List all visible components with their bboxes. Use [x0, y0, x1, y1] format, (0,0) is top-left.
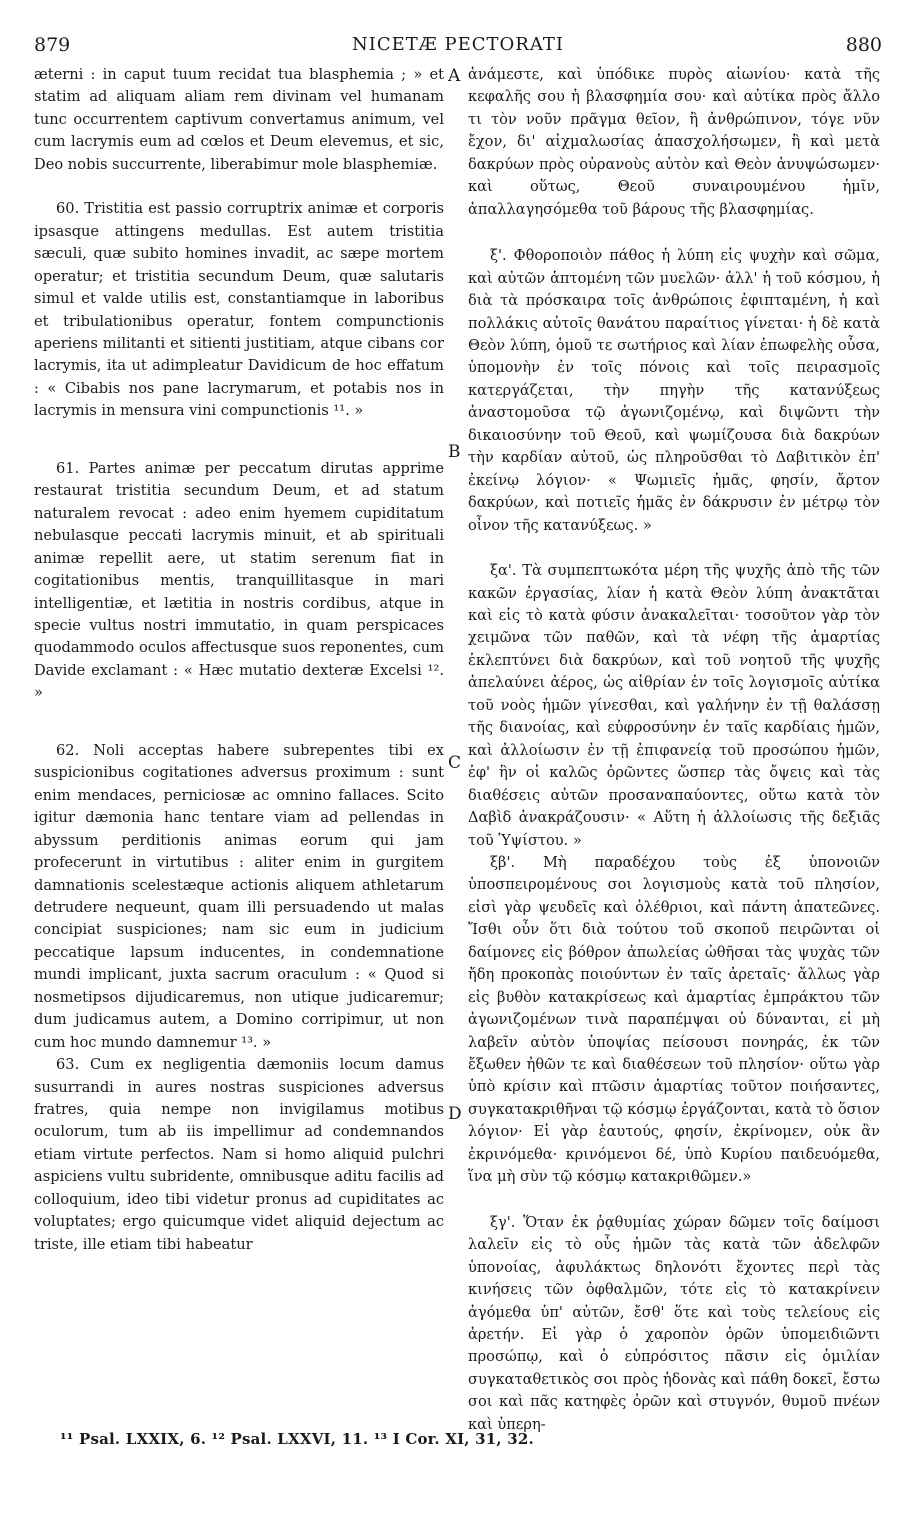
margin-marker-d: D [448, 1104, 462, 1124]
latin-paragraph-62: 62. Noli acceptas habere subrepentes tibi ex suspicionibus cogitationes adversus proximum : sunt enim mendaces, perniciosæ ac omnino fallaces. Scito igitur dæmonia hanc tentare viam ad pellendas in abyssum perditionis animas eorum qui jam profecerunt in virtutibus : aliter enim in gurgitem damnationis scelestæque actionis aliquem athletarum detrudere nequeunt, quam illi persuadendo ut malas concipiat suspiciones; nam sic eum in judicium peccatique lapsum inducentes, in condemnatione mundi implicant, juxta sacrum oraculum : « Quod si nosmetipsos dijudicaremus, non utique judicaremur; dum judicamus autem, a Domino corripimur, ut non cum hoc mundo damnemur ¹³. » [34, 741, 444, 1051]
greek-paragraph-63: ξγ'. Ὅταν ἐκ ῥᾳθυμίας χώραν δῶμεν τοῖς δαίμοσι λαλεῖν εἰς τὸ οὖς ἡμῶν τὰς κατὰ τῶν ἀδελφῶν ὑπονοίας, ἀφυλάκτως δηλονότι ἔχοντες περὶ τὰς κινήσεις τῶν ὀφθαλμῶν, τότε εἰς τὸ κατακρίνειν ἀγόμεθα ὑπ' αὐτῶν, ἔσθ' ὅτε καὶ τοὺς τελείους εἰς ἀρετήν. Εἰ γὰρ ὁ χαροπὸν ὁρῶν ὑπομειδιῶντι προσώπῳ, καὶ ὁ εὐπρόσιτος πᾶσιν εἰς ὁμιλίαν συγκαταθετικὸς σοι πρὸς ἡδονὰς καὶ πάθη δοκεῖ, ἔστω σοι καὶ πᾶς κατηφὲς ὁρῶν καὶ στυγνόν, θυμοῦ πνέων καὶ ὑπερη- [468, 1213, 880, 1433]
footnotes: ¹¹ Psal. LXXIX, 6. ¹² Psal. LXXVI, 11. ¹³ I Cor. XI, 31, 32. [60, 1430, 534, 1448]
latin-column [34, 64, 444, 1256]
page-number-left: 879 [34, 34, 71, 56]
latin-paragraph-60: 60. Tristitia est passio corruptrix animæ et corporis ipsasque attingens medullas. Est autem tristitia sæculi, quæ subito homines invadit, ac sæpe mortem operatur; et tristitia secundum Deum, quæ salutaris simul et valde utilis est, constantiamque in laboribus et tribulationibus operatur, fontem compunctionis aperiens militanti et sitienti justitiam, atque cibans cor lacrymis, ita ut adimpleatur Davidicum de hoc effatum : « Cibabis nos pane lacrymarum, et potabis nos in lacrymis in mensura vini compunctionis ¹¹. » [34, 200, 444, 420]
greek-paragraph-60: ξ'. Φθοροποιὸν πάθος ἡ λύπη εἰς ψυχὴν καὶ σῶμα, καὶ αὐτῶν ἁπτομένη τῶν μυελῶν· ἀλλ' ἡ τοῦ κόσμου, ἡ διὰ τὰ πρόσκαιρα τοῖς ἀνθρώποις ἐφιπταμένη, ἡ καὶ πολλάκις αὐτοῖς θανάτου παραίτιος γίνεται· ἡ δὲ κατὰ Θεὸν λύπη, ὁμοῦ τε σωτήριος καὶ λίαν ἐπωφελὴς οὖσα, ὑπομονὴν ἐν τοῖς πόνοις καὶ τοῖς πειρασμοῖς κατεργάζεται, τὴν πηγὴν τῆς κατανύξεως ἀναστομοῦσα τῷ ἀγωνιζομένῳ, καὶ διψῶντι τὴν δικαιοσύνην τοῦ Θεοῦ, καὶ ψωμίζουσα διὰ δακρύων τὴν καρδίαν αὐτοῦ, ὡς πληροῦσθαι τὸ Δαβιτικὸν ἐπ' ἐκείνῳ λόγιον· « Ψωμιεῖς ἡμᾶς, φησίν, ἄρτον δακρύων, καὶ ποτιεῖς ἡμᾶς ἐν δάκρυσιν ἐν μέτρῳ τὸν οἶνον τῆς κατανύξεως. » [468, 247, 880, 534]
greek-continuation: ἀνάμεστε, καὶ ὑπόδικε πυρὸς αἰωνίου· κατὰ τῆς κεφαλῆς σου ἡ βλασφημία σου· καὶ αὐτίκα πρὸς ἄλλο τι τὸν νοῦν πρᾶγμα θεῖον, ἢ ἀνθρώπινον, τόγε νῦν ἔχον, δι' αἰχμαλωσίας ἀπασχολήσωμεν, ἢ καὶ μετὰ δακρύων πρὸς οὐρανοὺς αὐτὸν καὶ Θεὸν ἀνυψώσωμεν· καὶ οὕτως, Θεοῦ συναιρουμένου ἡμῖν, ἀπαλλαγησόμεθα τοῦ βάρους τῆς βλασφημίας. [468, 66, 880, 218]
latin-paragraph-63: 63. Cum ex negligentia dæmoniis locum damus susurrandi in aures nostras suspiciones adversus fratres, quia nempe non invigilamus motibus oculorum, tum ab iis impellimur ad condemnandos etiam virtute perfectos. Nam si homo aliquid pulchri aspiciens vultu subridente, omnibusque aditu facilis ad colloquium, ideo tibi videtur pronus ad cupiditates ac voluptates; ergo quicumque videt aliquid dejectum ac triste, ille etiam tibi habeatur [34, 1056, 444, 1253]
greek-paragraph-61: ξα'. Τὰ συμπεπτωκότα μέρη τῆς ψυχῆς ἀπὸ τῆς τῶν κακῶν ἐργασίας, λίαν ἡ κατὰ Θεὸν λύπη ἀνακτᾶται καὶ εἰς τὸ κατὰ φύσιν ἀνακαλεῖται· τοσοῦτον γὰρ τὸν χειμῶνα τῶν παθῶν, καὶ τὰ νέφη τῆς ἁμαρτίας ἐκλεπτύνει διὰ δακρύων, καὶ τοῦ νοητοῦ τῆς ψυχῆς ἀπελαύνει ἀέρος, ὡς αἰθρίαν ἐν τοῖς λογισμοῖς αὐτίκα τοῦ νοὸς ἡμῶν γίνεσθαι, καὶ γαλήνην ἐν τῇ θαλάσσῃ τῆς διανοίας, καὶ εὐφροσύνην ἐν ταῖς καρδίαις ἡμῶν, καὶ ἀλλοίωσιν ἐν τῇ ἐπιφανείᾳ τοῦ προσώπου ἡμῶν, ἐφ' ἣν οἱ καλῶς ὁρῶντες ὥσπερ τὰς ὄψεις καὶ τὰς διαθέσεις αὐτῶν προσαναπαύοντες, οὕτω κατὰ τὸν Δαβὶδ ἀνακράζουσιν· « Αὕτη ἡ ἀλλοίωσις τῆς δεξιᾶς τοῦ Ὑψίστου. » [468, 562, 880, 849]
greek-column [468, 64, 880, 1436]
greek-paragraph-62: ξβ'. Μὴ παραδέχου τοὺς ἐξ ὑπονοιῶν ὑποσπειρομένους σοι λογισμοὺς κατὰ τοῦ πλησίον, εἰσὶ γὰρ ψευδεῖς καὶ ὀλέθριοι, καὶ πάντη ἀπατεῶνες. Ἴσθι οὖν ὅτι διὰ τούτου τοῦ σκοποῦ πειρῶνται οἱ δαίμονες εἰς βόθρον ἀπωλείας ὠθῆσαι τὰς ψυχὰς τῶν ἤδη προκοπὰς ποιούντων ἐν ταῖς ἀρεταῖς· ἄλλως γὰρ εἰς βυθὸν κατακρίσεως καὶ ἁμαρτίας ἐμπράκτου τῶν ἀγωνιζομένων τινὰ παραπέμψαι οὐ δύνανται, εἰ μὴ λαβεῖν αὐτὸν ὑποψίας πείσουσι πονηράς, ἐκ τῶν ἔξωθεν ἠθῶν τε καὶ διαθέσεων τοῦ πλησίον· οὕτω γὰρ ὑπὸ κρίσιν καὶ πτῶσιν ἁμαρτίας τοῦτον ποιήσαντες, συγκατακριθῆναι τῷ κόσμῳ ἐργάζονται, κατὰ τὸ ὅσιον λόγιον· Εἰ γὰρ ἑαυτούς, φησίν, ἐκρίνομεν, οὐκ ἂν ἐκρινόμεθα· κρινόμενοι δέ, ὑπὸ Κυρίου παιδευόμεθα, ἵνα μὴ σὺν τῷ κόσμῳ κατακριθῶμεν.» [468, 853, 880, 1186]
margin-marker-b: B [448, 442, 461, 462]
page-header [34, 30, 882, 60]
page-number-right: 880 [845, 34, 882, 56]
latin-paragraph-61: 61. Partes animæ per peccatum dirutas apprime restaurat tristitia secundum Deum, et ad statum naturalem revocat : adeo enim hyemem cupiditatum nebulasque peccati lacrymis minuit, et ab spirituali animæ repellit aere, ut statim serenum fiat in cogitationibus mentis, tranquillitasque in mari intelligentiæ, et lætitia in nostris cordibus, atque in specie vultus nostri immutatio, in quam perspicaces quodammodo oculos affectusque suos reponentes, cum Davide exclamant : « Hæc mutatio dexteræ Excelsi ¹². » [34, 459, 444, 702]
running-title: NICETÆ PECTORATI [352, 34, 564, 55]
latin-continuation: æterni : in caput tuum recidat tua blasphemia ; » et statim ad aliquam aliam rem divinam vel humanam tunc occurrentem captivum convertamus animum, vel cum lacrymis eum ad cœlos et Deum elevemus, et sic, Deo nobis succurrente, liberabimur mole blasphemiæ. [34, 66, 444, 173]
margin-marker-a: A [448, 66, 461, 86]
margin-marker-c: C [448, 753, 462, 773]
